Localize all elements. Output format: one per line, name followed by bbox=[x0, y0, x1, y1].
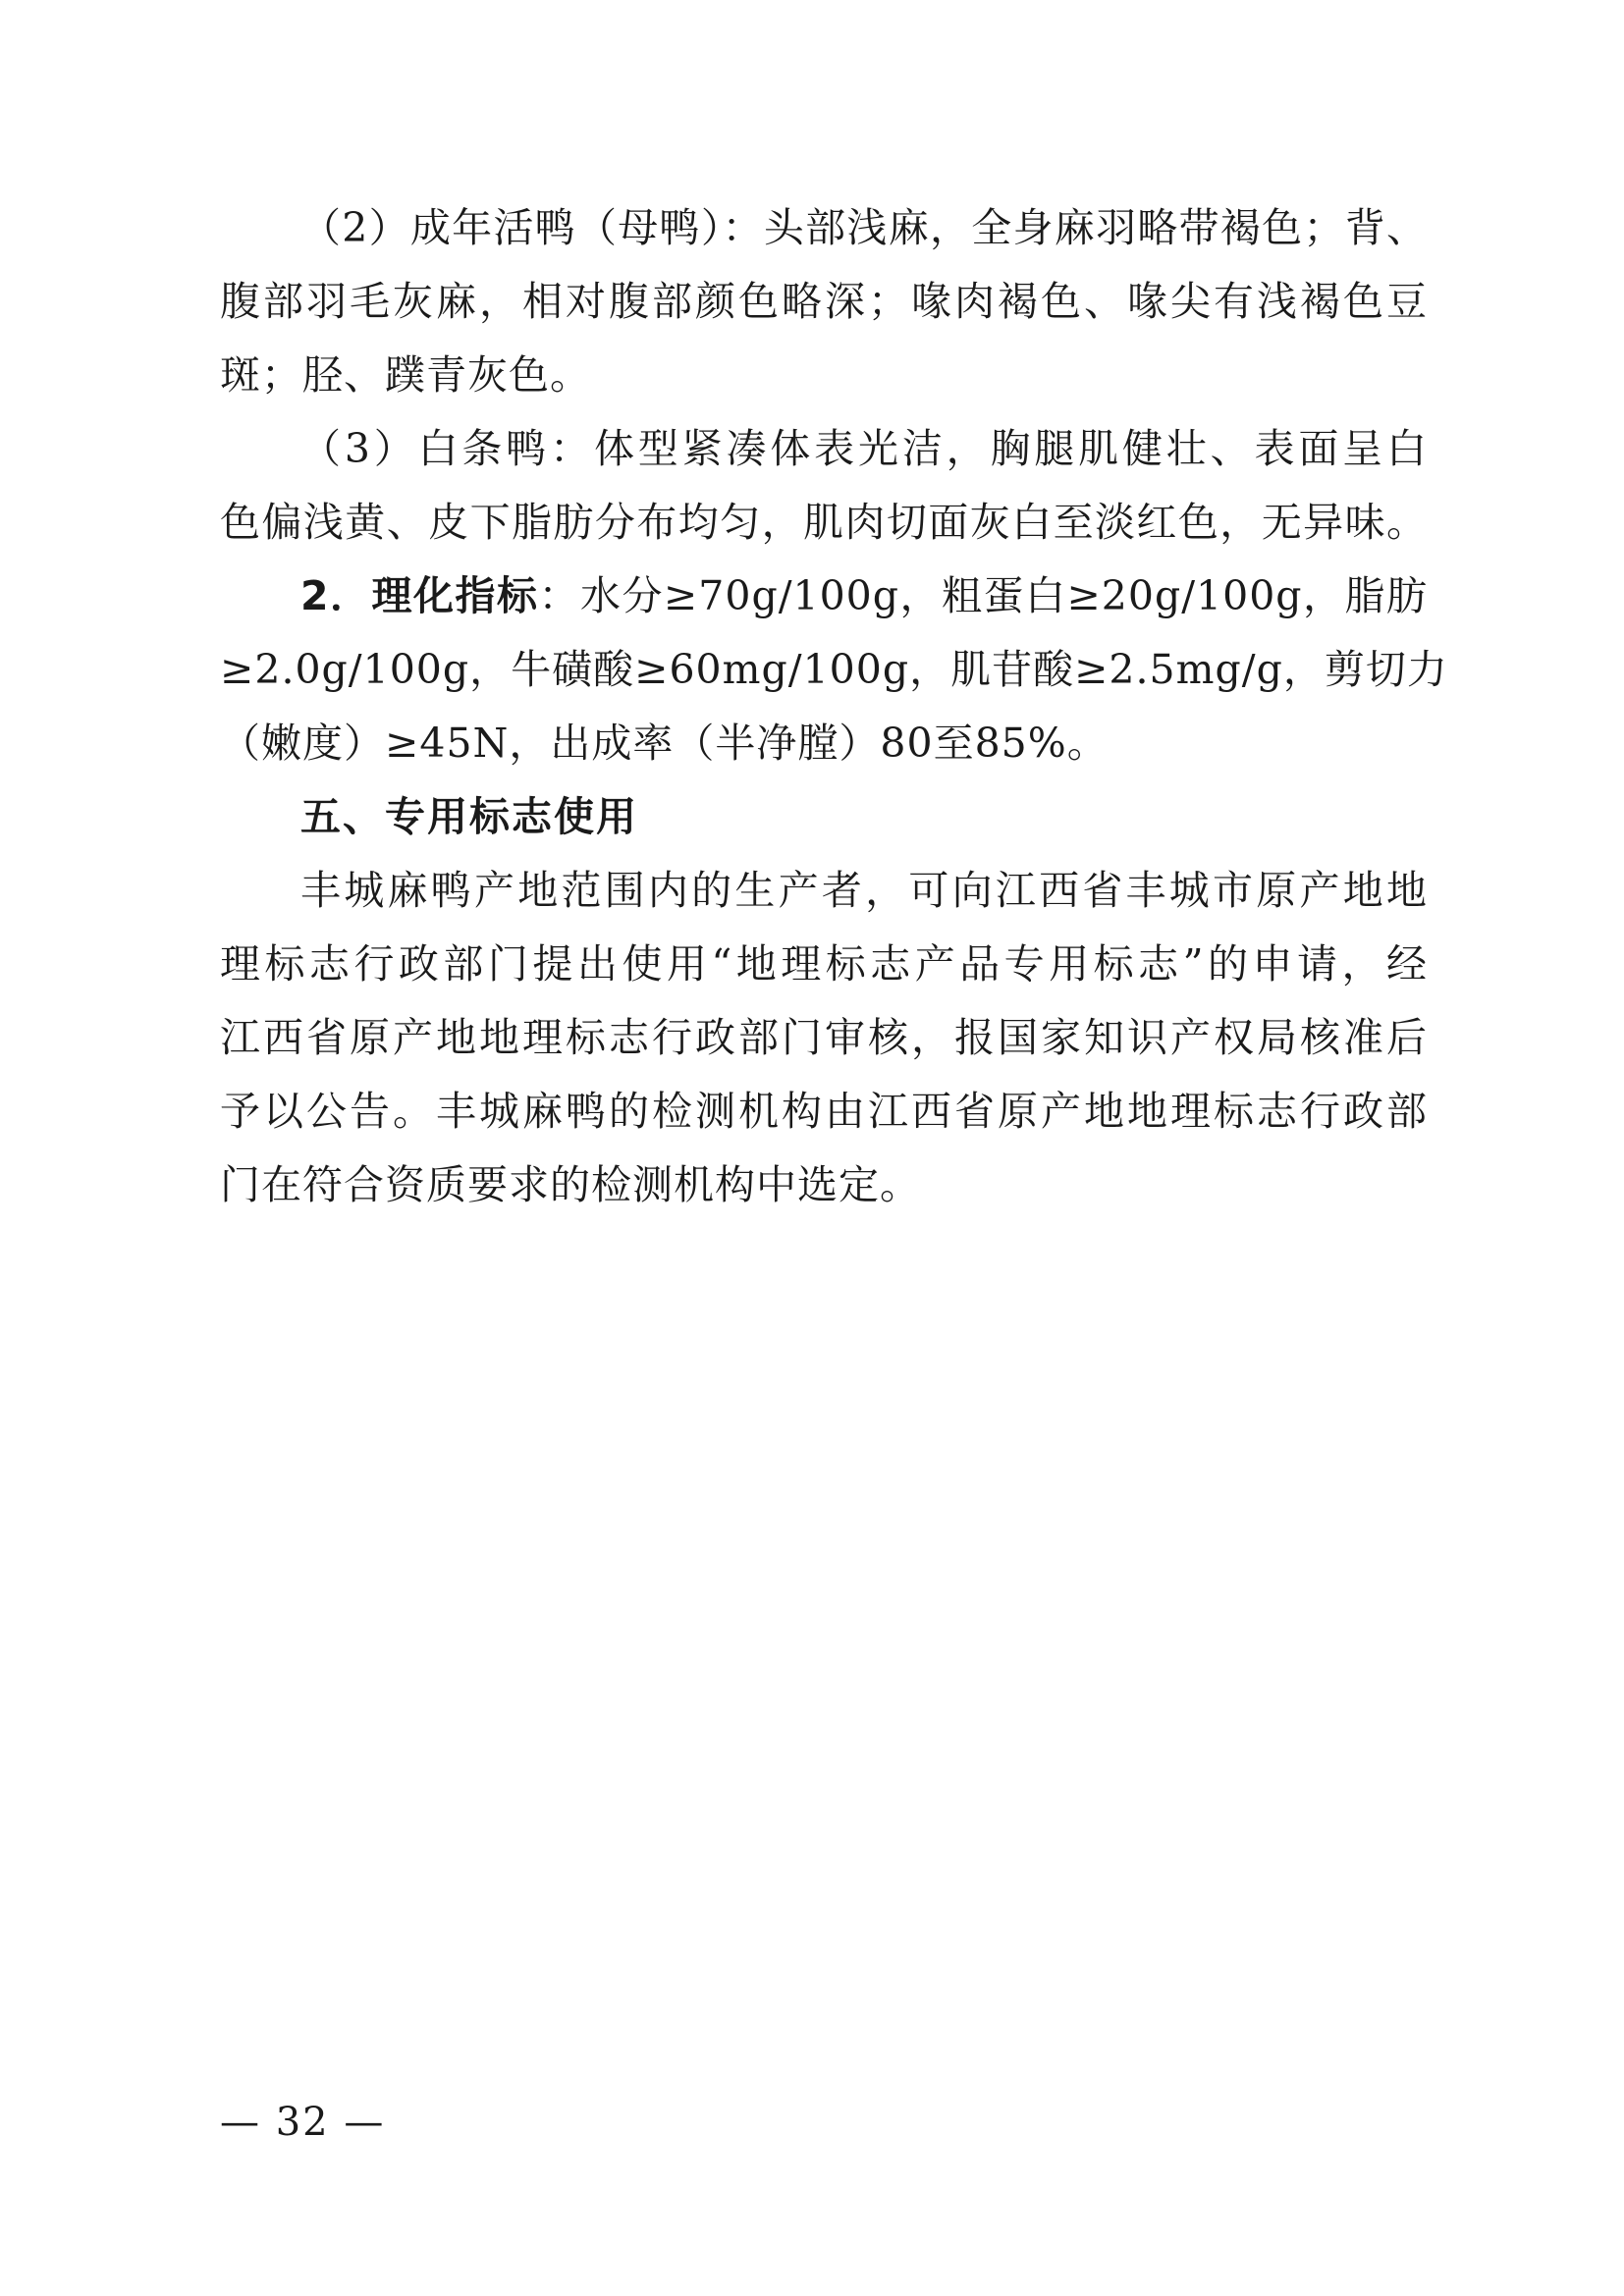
section-heading: 五、专用标志使用 bbox=[300, 793, 638, 840]
paragraph-line: 色偏浅黄、皮下脂肪分布均匀，肌肉切面灰白至淡红色，无异味。 bbox=[220, 499, 1428, 546]
paragraph-line: 江西省原产地地理标志行政部门审核，报国家知识产权局核准后 bbox=[220, 1014, 1428, 1061]
paragraph-line: （2）成年活鸭（母鸭）：头部浅麻，全身麻羽略带褐色；背、 bbox=[300, 204, 1428, 251]
paragraph-line: （嫩度）≥45N，出成率（半净膛）80至85%。 bbox=[220, 720, 1109, 767]
paragraph-line: 斑；胫、蹼青灰色。 bbox=[220, 351, 591, 399]
paragraph-line: ≥2.0g/100g，牛磺酸≥60mg/100g，肌苷酸≥2.5mg/g，剪切力 bbox=[220, 646, 1448, 693]
paragraph-line: 丰城麻鸭产地范围内的生产者，可向江西省丰城市原产地地 bbox=[300, 867, 1428, 914]
paragraph-line: 腹部羽毛灰麻，相对腹部颜色略深；喙肉褐色、喙尖有浅褐色豆 bbox=[220, 278, 1428, 325]
paragraph-line bbox=[300, 571, 1428, 630]
physchem-label: 2．理化指标 bbox=[300, 572, 539, 619]
physchem-text: ：水分≥70g/100g，粗蛋白≥20g/100g，脂肪 bbox=[538, 572, 1429, 619]
paragraph-line: 门在符合资质要求的检测机构中选定。 bbox=[220, 1161, 921, 1208]
paragraph-line: 予以公告。丰城麻鸭的检测机构由江西省原产地地理标志行政部 bbox=[220, 1088, 1428, 1135]
paragraph-line: （3）白条鸭：体型紧凑体表光洁，胸腿肌健壮、表面呈白 bbox=[300, 425, 1428, 472]
page-number: — 32 — bbox=[220, 2100, 386, 2145]
paragraph-line: 理标志行政部门提出使用“地理标志产品专用标志”的申请，经 bbox=[220, 940, 1428, 988]
